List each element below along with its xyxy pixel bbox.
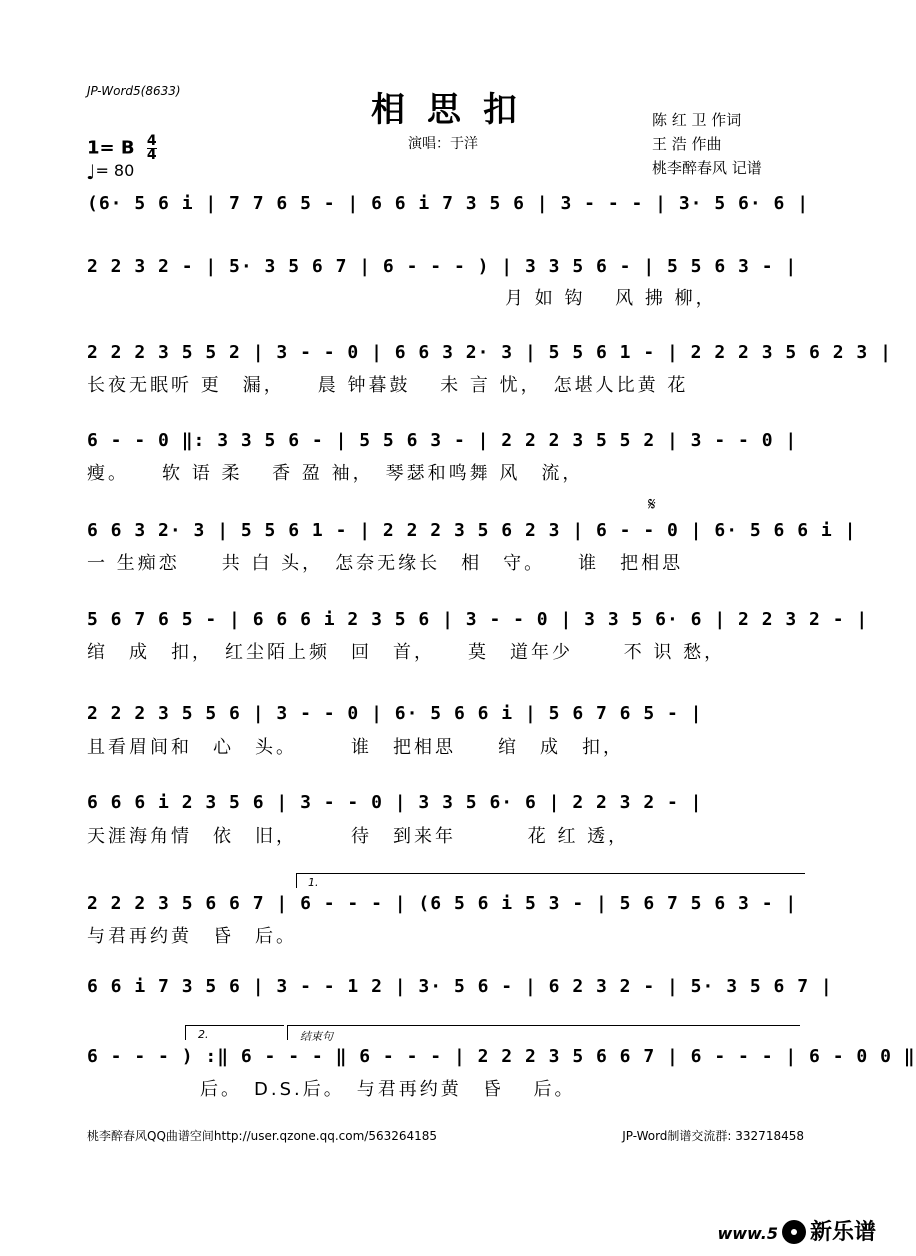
- notation-line-9: 2 2 2 3 5 6 6 7 | 6 - - - | (6 5 6 i 5 3 - | 5 6 7 5 6 3 - |: [87, 893, 798, 914]
- lyric-line-7: 且看眉间和 心 头。 谁 把相思 绾 成 扣，: [87, 737, 624, 758]
- credits-block: [652, 108, 762, 180]
- record-disc-icon: [782, 1220, 806, 1244]
- site-logo: [717, 1215, 876, 1246]
- lyric-line-3: 长夜无眠听 更 漏， 晨 钟暮鼓 未 言 忧， 怎堪人比黄 花: [87, 375, 689, 396]
- coda-bracket: [287, 1025, 800, 1040]
- lyric-line-11: 后。 D.S.后。 与君再约黄 昏 后。: [200, 1079, 576, 1100]
- lyric-line-8: 天涯海角情 依 旧， 待 到来年 花 红 透，: [87, 826, 630, 847]
- lyricist-credit: 陈 红 卫 作词: [652, 111, 742, 129]
- tempo-marking: [86, 160, 134, 184]
- lyric-line-4: 瘦。 软 语 柔 香 盈 袖， 琴瑟和鸣舞 风 流，: [87, 463, 584, 484]
- notation-line-7: 2 2 2 3 5 5 6 | 3 - - 0 | 6· 5 6 6 i | 5 6 7 6 5 - |: [87, 703, 703, 724]
- second-ending-label: 2.: [198, 1028, 209, 1041]
- time-signature: [147, 135, 157, 162]
- notation-line-4: 6 - - 0 ‖: 3 3 5 6 - | 5 5 6 3 - | 2 2 2 3 5 5 2 | 3 - - 0 |: [87, 430, 798, 451]
- footer-left-credit: 桃李醉春风QQ曲谱空间http://user.qzone.qq.com/563264185: [87, 1129, 438, 1143]
- song-title: 相思扣: [371, 90, 539, 130]
- notation-line-5: 6 6 3 2· 3 | 5 5 6 1 - | 2 2 2 3 5 6 2 3 | 6 - - 0 | 6· 5 6 6 i |: [87, 520, 857, 541]
- first-ending-bracket: [296, 873, 805, 888]
- segno-sign: 𝄋: [648, 494, 656, 515]
- logo-url: www.5: [717, 1224, 778, 1243]
- notation-line-8: 6 6 6 i 2 3 5 6 | 3 - - 0 | 3 3 5 6· 6 | 2 2 3 2 - |: [87, 792, 703, 813]
- key-label: 1= B: [87, 137, 135, 159]
- coda-label: 结束句: [300, 1030, 333, 1043]
- software-label: JP-Word5(8633): [87, 84, 181, 98]
- lyric-line-2: 月 如 钩 风 拂 柳，: [505, 288, 717, 309]
- transcriber-credit: 桃李醉春风 记谱: [652, 159, 762, 177]
- notation-line-3: 2 2 2 3 5 5 2 | 3 - - 0 | 6 6 3 2· 3 | 5 5 6 1 - | 2 2 2 3 5 6 2 3 |: [87, 342, 892, 363]
- lyric-line-5: 一 生痴恋 共 白 头， 怎奈无缘长 相 守。 谁 把相思: [87, 553, 684, 574]
- lyric-line-6: 绾 成 扣， 红尘陌上频 回 首， 莫 道年少 不 识 愁，: [87, 642, 726, 663]
- notation-line-2: 2 2 3 2 - | 5· 3 5 6 7 | 6 - - - ) | 3 3 5 6 - | 5 5 6 3 - |: [87, 256, 798, 277]
- singer-credit: 演唱：于洋: [408, 136, 478, 152]
- notation-line-11: 6 - - - ) :‖ 6 - - - ‖ 6 - - - | 2 2 2 3 5 6 6 7 | 6 - - - | 6 - 0 0 ‖: [87, 1046, 916, 1067]
- tempo-value: = 80: [95, 161, 135, 180]
- composer-credit: 王 浩 作曲: [652, 135, 722, 153]
- notation-line-10: 6 6 i 7 3 5 6 | 3 - - 1 2 | 3· 5 6 - | 6 2 3 2 - | 5· 3 5 6 7 |: [87, 976, 833, 997]
- logo-text: 新乐谱: [809, 1220, 876, 1245]
- notation-line-1: (6· 5 6 i | 7 7 6 5 - | 6 6 i 7 3 5 6 | 3 - - - | 3· 5 6· 6 |: [87, 193, 810, 214]
- notation-line-6: 5 6 7 6 5 - | 6 6 6 i 2 3 5 6 | 3 - - 0 | 3 3 5 6· 6 | 2 2 3 2 - |: [87, 609, 869, 630]
- quarter-note-icon: ♩: [86, 160, 96, 184]
- footer-right-credit: JP-Word制谱交流群: 332718458: [622, 1129, 804, 1143]
- key-signature: [87, 135, 157, 162]
- lyric-line-9: 与君再约黄 昏 后。: [87, 926, 297, 947]
- time-top: 4: [146, 133, 157, 149]
- time-bottom: 4: [146, 147, 157, 163]
- first-ending-label: 1.: [308, 876, 319, 889]
